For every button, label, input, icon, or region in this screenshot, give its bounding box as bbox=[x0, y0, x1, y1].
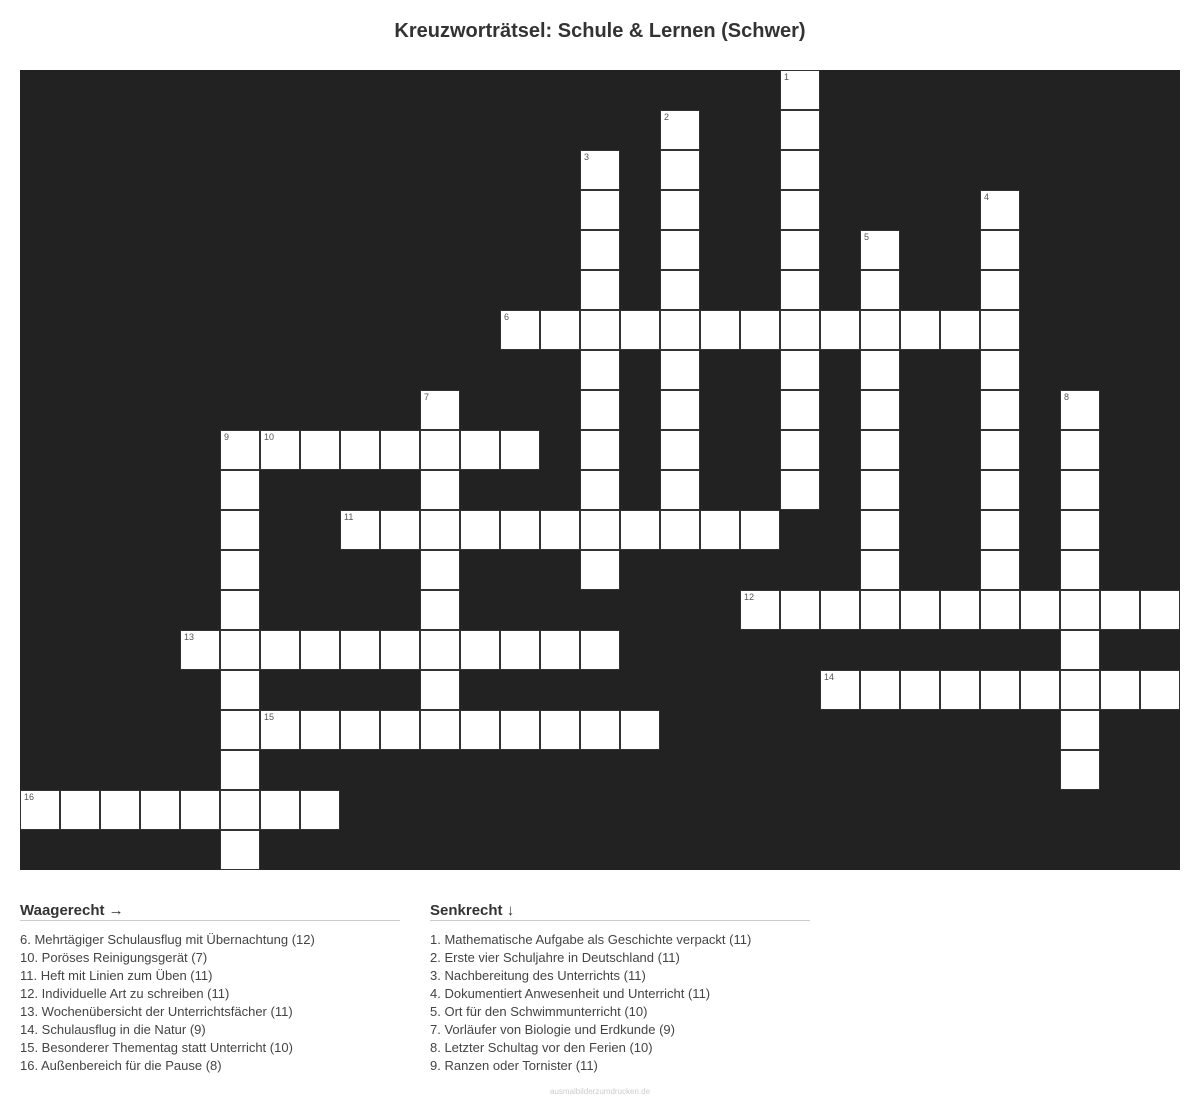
grid-cell[interactable] bbox=[900, 310, 940, 350]
clue-number: 5 bbox=[864, 232, 870, 242]
grid-cell[interactable] bbox=[420, 510, 460, 550]
clue-number: 11 bbox=[344, 512, 354, 522]
clue-number: 4 bbox=[984, 192, 990, 202]
clue-number: 9 bbox=[224, 432, 230, 442]
grid-cell[interactable] bbox=[860, 470, 900, 510]
grid-cell[interactable] bbox=[940, 590, 980, 630]
grid-cell[interactable] bbox=[380, 630, 420, 670]
grid-cell[interactable] bbox=[540, 310, 580, 350]
down-clue: 9. Ranzen oder Tornister (11) bbox=[430, 1058, 598, 1073]
grid-cell[interactable] bbox=[980, 230, 1020, 270]
grid-cell[interactable] bbox=[860, 230, 900, 270]
grid-cell[interactable] bbox=[820, 670, 860, 710]
grid-cell[interactable] bbox=[220, 710, 260, 750]
grid-cell[interactable] bbox=[460, 710, 500, 750]
grid-cell[interactable] bbox=[860, 550, 900, 590]
grid-cell[interactable] bbox=[660, 390, 700, 430]
grid-cell[interactable] bbox=[1060, 670, 1100, 710]
grid-cell[interactable] bbox=[980, 270, 1020, 310]
grid-cell[interactable] bbox=[500, 510, 540, 550]
grid-cell[interactable] bbox=[1020, 670, 1060, 710]
grid-cell[interactable] bbox=[140, 790, 180, 830]
grid-cell[interactable] bbox=[1060, 630, 1100, 670]
grid-cell[interactable] bbox=[860, 510, 900, 550]
grid-cell[interactable] bbox=[580, 390, 620, 430]
across-heading: Waagerecht → bbox=[20, 902, 400, 921]
grid-cell[interactable] bbox=[820, 310, 860, 350]
grid-cell[interactable] bbox=[860, 430, 900, 470]
grid-cell[interactable] bbox=[660, 350, 700, 390]
grid-cell[interactable] bbox=[660, 510, 700, 550]
across-clue-list bbox=[20, 931, 400, 1075]
grid-cell[interactable] bbox=[220, 430, 260, 470]
grid-cell[interactable] bbox=[580, 430, 620, 470]
grid-cell[interactable] bbox=[580, 630, 620, 670]
down-clues bbox=[430, 902, 810, 1075]
grid-cell[interactable] bbox=[780, 110, 820, 150]
clue-number: 15 bbox=[264, 712, 275, 722]
grid-cell[interactable] bbox=[340, 430, 380, 470]
crossword-grid bbox=[20, 70, 1180, 870]
grid-cell[interactable] bbox=[740, 510, 780, 550]
grid-cell[interactable] bbox=[300, 790, 340, 830]
grid-cell[interactable] bbox=[220, 830, 260, 870]
grid-cell[interactable] bbox=[620, 510, 660, 550]
grid-cell[interactable] bbox=[380, 710, 420, 750]
grid-cell[interactable] bbox=[1060, 510, 1100, 550]
grid-cell[interactable] bbox=[980, 350, 1020, 390]
down-clue: 4. Dokumentiert Anwesenheit und Unterricht (11) bbox=[430, 986, 711, 1001]
grid-cell[interactable] bbox=[500, 430, 540, 470]
grid-cell[interactable] bbox=[700, 310, 740, 350]
clue-number: 6 bbox=[504, 312, 510, 322]
grid-cell[interactable] bbox=[180, 790, 220, 830]
grid-cell[interactable] bbox=[660, 150, 700, 190]
grid-cell[interactable] bbox=[300, 710, 340, 750]
grid-cell[interactable] bbox=[180, 630, 220, 670]
grid-cell[interactable] bbox=[260, 790, 300, 830]
grid-cell[interactable] bbox=[660, 430, 700, 470]
grid-cell[interactable] bbox=[860, 390, 900, 430]
grid-cell[interactable] bbox=[660, 190, 700, 230]
down-clue-list bbox=[430, 931, 810, 1075]
grid-cell[interactable] bbox=[980, 190, 1020, 230]
grid-cell[interactable] bbox=[500, 310, 540, 350]
grid-cell[interactable] bbox=[660, 230, 700, 270]
grid-cell[interactable] bbox=[660, 470, 700, 510]
across-clue: 6. Mehrtägiger Schulausflug mit Übernachtung (12) bbox=[20, 932, 315, 947]
clue-number: 16 bbox=[24, 792, 35, 802]
grid-cell[interactable] bbox=[420, 630, 460, 670]
grid-cell[interactable] bbox=[420, 710, 460, 750]
grid-cell[interactable] bbox=[660, 270, 700, 310]
across-clues bbox=[20, 902, 400, 1075]
grid-cell[interactable] bbox=[980, 510, 1020, 550]
grid-cell[interactable] bbox=[220, 510, 260, 550]
across-clue: 16. Außenbereich für die Pause (8) bbox=[20, 1058, 222, 1073]
grid-cell[interactable] bbox=[580, 190, 620, 230]
grid-cell[interactable] bbox=[220, 590, 260, 630]
grid-cell[interactable] bbox=[420, 590, 460, 630]
grid-cell[interactable] bbox=[580, 150, 620, 190]
grid-cell[interactable] bbox=[580, 510, 620, 550]
grid-cell[interactable] bbox=[220, 790, 260, 830]
grid-cell[interactable] bbox=[460, 510, 500, 550]
grid-cell[interactable] bbox=[900, 670, 940, 710]
grid-cell[interactable] bbox=[60, 790, 100, 830]
grid-cell[interactable] bbox=[340, 510, 380, 550]
grid-cell[interactable] bbox=[780, 350, 820, 390]
grid-cell[interactable] bbox=[500, 630, 540, 670]
grid-cell[interactable] bbox=[220, 630, 260, 670]
grid-cell[interactable] bbox=[980, 430, 1020, 470]
grid-cell[interactable] bbox=[420, 670, 460, 710]
grid-cell[interactable] bbox=[260, 630, 300, 670]
grid-cell[interactable] bbox=[1060, 710, 1100, 750]
grid-cell[interactable] bbox=[260, 710, 300, 750]
grid-cell[interactable] bbox=[980, 670, 1020, 710]
grid-cell[interactable] bbox=[860, 670, 900, 710]
down-clue: 2. Erste vier Schuljahre in Deutschland (11) bbox=[430, 950, 680, 965]
grid-cell[interactable] bbox=[780, 430, 820, 470]
grid-cell[interactable] bbox=[860, 270, 900, 310]
clue-number: 13 bbox=[184, 632, 195, 642]
down-clue: 8. Letzter Schultag vor den Ferien (10) bbox=[430, 1040, 653, 1055]
grid-cell[interactable] bbox=[540, 630, 580, 670]
grid-cell[interactable] bbox=[420, 430, 460, 470]
grid-cell[interactable] bbox=[300, 430, 340, 470]
grid-cell[interactable] bbox=[780, 150, 820, 190]
grid-cell[interactable] bbox=[980, 470, 1020, 510]
clue-number: 12 bbox=[744, 592, 755, 602]
grid-cell[interactable] bbox=[980, 550, 1020, 590]
grid-cell[interactable] bbox=[860, 310, 900, 350]
grid-cell[interactable] bbox=[700, 510, 740, 550]
grid-cell[interactable] bbox=[340, 630, 380, 670]
grid-cell[interactable] bbox=[260, 430, 300, 470]
grid-cell[interactable] bbox=[580, 710, 620, 750]
down-clue: 1. Mathematische Aufgabe als Geschichte verpackt (11) bbox=[430, 932, 752, 947]
grid-cell[interactable] bbox=[380, 510, 420, 550]
clue-number: 1 bbox=[784, 72, 790, 82]
grid-cell[interactable] bbox=[220, 550, 260, 590]
grid-cell[interactable] bbox=[540, 710, 580, 750]
down-clue: 7. Vorläufer von Biologie und Erdkunde (9) bbox=[430, 1022, 675, 1037]
grid-cell[interactable] bbox=[820, 590, 860, 630]
grid-cell[interactable] bbox=[980, 590, 1020, 630]
across-clue: 14. Schulausflug in die Natur (9) bbox=[20, 1022, 206, 1037]
across-clue: 10. Poröses Reinigungsgerät (7) bbox=[20, 950, 208, 965]
grid-cell[interactable] bbox=[940, 670, 980, 710]
grid-cell[interactable] bbox=[980, 390, 1020, 430]
across-clue: 15. Besonderer Thementag statt Unterricht (10) bbox=[20, 1040, 293, 1055]
grid-cell[interactable] bbox=[780, 470, 820, 510]
grid-cell[interactable] bbox=[100, 790, 140, 830]
grid-cell[interactable] bbox=[20, 790, 60, 830]
grid-cell[interactable] bbox=[580, 310, 620, 350]
grid-cell[interactable] bbox=[940, 310, 980, 350]
grid-cell[interactable] bbox=[580, 350, 620, 390]
across-clue: 12. Individuelle Art zu schreiben (11) bbox=[20, 986, 230, 1001]
grid-cell[interactable] bbox=[780, 590, 820, 630]
grid-cell[interactable] bbox=[300, 630, 340, 670]
grid-cell[interactable] bbox=[740, 310, 780, 350]
grid-cell[interactable] bbox=[220, 750, 260, 790]
grid-cell[interactable] bbox=[220, 670, 260, 710]
grid-cell[interactable] bbox=[740, 590, 780, 630]
grid-cell[interactable] bbox=[780, 270, 820, 310]
grid-cell[interactable] bbox=[860, 590, 900, 630]
down-heading: Senkrecht ↓ bbox=[430, 902, 810, 921]
grid-cell[interactable] bbox=[580, 270, 620, 310]
grid-cell[interactable] bbox=[420, 390, 460, 430]
grid-cell[interactable] bbox=[420, 550, 460, 590]
grid-cell[interactable] bbox=[780, 70, 820, 110]
clue-number: 3 bbox=[584, 152, 590, 162]
down-clue: 3. Nachbereitung des Unterrichts (11) bbox=[430, 968, 646, 983]
grid-cell[interactable] bbox=[900, 590, 940, 630]
grid-cell[interactable] bbox=[1140, 670, 1180, 710]
down-clue: 5. Ort für den Schwimmunterricht (10) bbox=[430, 1004, 648, 1019]
page-title: Kreuzworträtsel: Schule & Lernen (Schwer) bbox=[394, 20, 806, 42]
grid-cell[interactable] bbox=[220, 470, 260, 510]
clue-number: 14 bbox=[824, 672, 835, 682]
grid-cell[interactable] bbox=[1060, 470, 1100, 510]
grid-cell[interactable] bbox=[1140, 590, 1180, 630]
grid-cell[interactable] bbox=[580, 470, 620, 510]
grid-cell[interactable] bbox=[1060, 430, 1100, 470]
grid-cell[interactable] bbox=[1060, 390, 1100, 430]
grid-cell[interactable] bbox=[660, 310, 700, 350]
grid-cell[interactable] bbox=[780, 310, 820, 350]
grid-cell[interactable] bbox=[1060, 550, 1100, 590]
grid-cell[interactable] bbox=[620, 710, 660, 750]
grid-cell[interactable] bbox=[660, 110, 700, 150]
clue-number: 2 bbox=[664, 112, 670, 122]
across-clue: 11. Heft mit Linien zum Üben (11) bbox=[20, 968, 213, 983]
clue-number: 7 bbox=[424, 392, 430, 402]
grid-cell[interactable] bbox=[620, 310, 660, 350]
grid-cell[interactable] bbox=[460, 430, 500, 470]
grid-cell[interactable] bbox=[580, 230, 620, 270]
across-clue: 13. Wochenübersicht der Unterrichtsfächer (11) bbox=[20, 1004, 293, 1019]
grid-cell[interactable] bbox=[860, 350, 900, 390]
clue-number: 8 bbox=[1064, 392, 1070, 402]
grid-cell[interactable] bbox=[780, 390, 820, 430]
grid-cell[interactable] bbox=[420, 470, 460, 510]
grid-cell[interactable] bbox=[980, 310, 1020, 350]
grid-cell[interactable] bbox=[500, 710, 540, 750]
grid-cell[interactable] bbox=[580, 550, 620, 590]
grid-cell[interactable] bbox=[1060, 590, 1100, 630]
clue-number: 10 bbox=[264, 432, 275, 442]
grid-cell[interactable] bbox=[780, 230, 820, 270]
footer-credit: ausmalbilderzumdrucken.de bbox=[549, 1087, 651, 1096]
grid-cell[interactable] bbox=[1060, 750, 1100, 790]
grid-cell[interactable] bbox=[340, 710, 380, 750]
grid-cell[interactable] bbox=[540, 510, 580, 550]
grid-cell[interactable] bbox=[1100, 590, 1140, 630]
grid-cell[interactable] bbox=[780, 190, 820, 230]
grid-cell[interactable] bbox=[1020, 590, 1060, 630]
grid-cell[interactable] bbox=[460, 630, 500, 670]
grid-cell[interactable] bbox=[1100, 670, 1140, 710]
grid-cell[interactable] bbox=[380, 430, 420, 470]
